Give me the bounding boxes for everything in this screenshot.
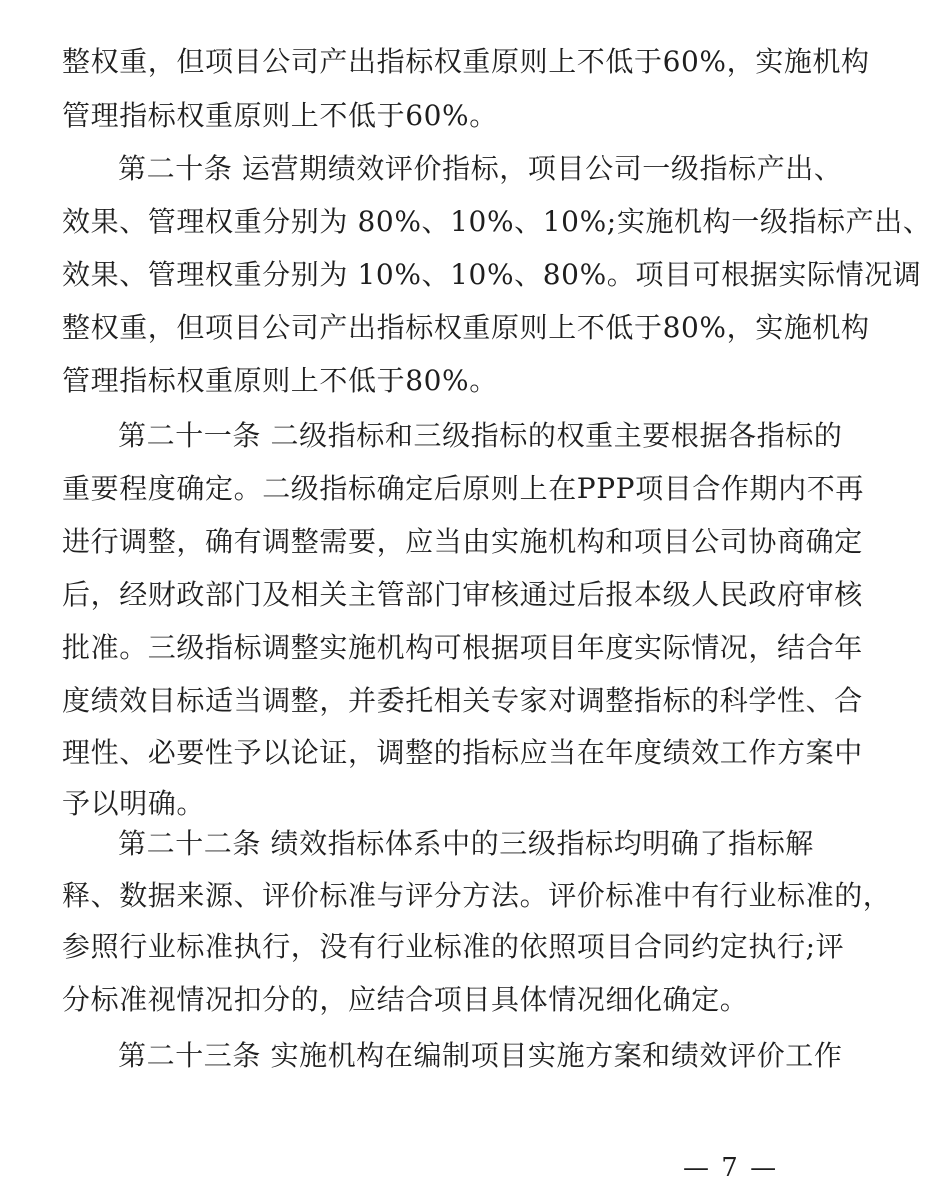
- text-line-1: 整权重，但项目公司产出指标权重原则上不低于60%，实施机构: [62, 45, 870, 78]
- page-number: — 7 —: [683, 1153, 779, 1183]
- text-line-14: 理性、必要性予以论证，调整的指标应当在年度绩效工作方案中: [62, 736, 863, 769]
- text-line-4: 效果、管理权重分别为 80%、10%、10%;实施机构一级指标产出、: [62, 205, 931, 238]
- text-line-2: 管理指标权重原则上不低于60%。: [62, 99, 498, 132]
- article-22-line-1: 第二十二条 绩效指标体系中的三级指标均明确了指标解: [118, 827, 814, 860]
- text-line-11: 后，经财政部门及相关主管部门审核通过后报本级人民政府审核: [62, 578, 863, 611]
- text-line-18: 参照行业标准执行，没有行业标准的依照项目合同约定执行;评: [62, 930, 845, 963]
- text-line-19: 分标准视情况扣分的，应结合项目具体情况细化确定。: [62, 983, 749, 1016]
- text-line-10: 进行调整，确有调整需要，应当由实施机构和项目公司协商确定: [62, 525, 863, 558]
- article-21-line-1: 第二十一条 二级指标和三级指标的权重主要根据各指标的: [118, 419, 843, 452]
- text-line-15: 予以明确。: [62, 787, 206, 820]
- article-20-line-1: 第二十条 运营期绩效评价指标，项目公司一级指标产出、: [118, 152, 843, 185]
- text-line-7: 管理指标权重原则上不低于80%。: [62, 364, 498, 397]
- article-23-line-1: 第二十三条 实施机构在编制项目实施方案和绩效评价工作: [118, 1039, 843, 1072]
- text-line-17: 释、数据来源、评价标准与评分方法。评价标准中有行业标准的，: [62, 879, 892, 912]
- text-line-5: 效果、管理权重分别为 10%、10%、80%。项目可根据实际情况调: [62, 258, 922, 291]
- text-line-9: 重要程度确定。二级指标确定后原则上在PPP项目合作期内不再: [62, 472, 864, 505]
- text-line-13: 度绩效目标适当调整，并委托相关专家对调整指标的科学性、合: [62, 684, 863, 717]
- text-line-12: 批准。三级指标调整实施机构可根据项目年度实际情况，结合年: [62, 631, 863, 664]
- text-line-6: 整权重，但项目公司产出指标权重原则上不低于80%，实施机构: [62, 311, 870, 344]
